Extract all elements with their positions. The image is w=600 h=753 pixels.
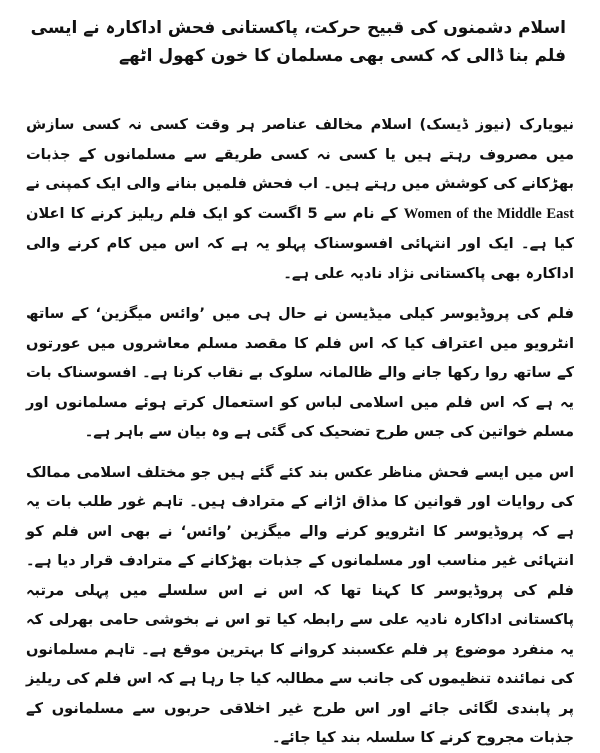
article-paragraph: فلم کی پروڈیوسر کیلی میڈیسن نے حال ہی میں ’وائس میگزین‘ کے ساتھ انٹرویو میں اعتراف کیا کہ اس فلم کا مقصد مسلم معاشروں میں عورتوں کے ساتھ روا رکھا جانے والے ظالمانہ سلوک بے نقاب کرنا ہے۔ افسوسناک بات یہ ہے کہ اس فلم میں اسلامی لباس کو استعمال کرتے ہوئے مسلمانوں اور مسلم خواتین کی جس طرح تضحیک کی گئی ہے وہ بیان سے باہر ہے۔ [26,305,574,440]
article-paragraph [26,110,574,288]
film-english-title: Women of the Middle East [403,205,574,222]
paragraph-text-after-title: کے نام سے 5 اگست کو ایک فلم ریلیز کرنے کا اعلان کیا ہے۔ ایک اور انتہائی افسوسناک پہلو یہ ہے کہ اس میں کام کرنے والی اداکارہ بھی پاکستانی نژاد نادیہ علی ہے۔ [26,204,574,282]
article-headline: اسلام دشمنوں کی قبیح حرکت، پاکستانی فحش اداکارہ نے ایسی فلم بنا ڈالی کہ کسی بھی مسلمان کا خون کھول اٹھے [30,18,566,66]
article-paragraph: اس میں ایسے فحش مناظر عکس بند کئے گئے ہیں جو مختلف اسلامی ممالک کی روایات اور قوانین کا مذاق اڑانے کے مترادف ہیں۔ تاہم غور طلب بات یہ ہے کہ پروڈیوسر کا انٹرویو کرنے والے میگزین ’وائس‘ نے بھی اس فلم کو انتہائی غیر مناسب اور مسلمانوں کے جذبات بھڑکانے کے مترادف قرار دیا ہے۔ فلم کی پروڈیوسر کا کہنا تھا کہ اس نے اس سلسلے میں پہلی مرتبہ پاکستانی اداکارہ نادیہ علی سے رابطہ کیا تو اس نے بخوشی حامی بھرلی کہ یہ منفرد موضوع پر فلم عکسبند کروانے کا بہترین موقع ہے۔ تاہم مسلمانوں کی نمائندہ تنظیموں کی جانب سے مطالبہ کیا جا رہا ہے کہ اس فلم کی ریلیز پر پابندی لگائی جائے اور اس طرح غیر اخلاقی حربوں سے مسلمانوں کے جذبات مجروح کرنے کا سلسلہ بند کیا جائے۔ [26,463,574,746]
paragraph-text-before-title: نیویارک (نیوز ڈیسک) اسلام مخالف عناصر ہر وقت کسی نہ کسی سازش میں مصروف رہتے ہیں یا کسی نہ کسی طریقے سے مسلمانوں کے جذبات بھڑکانے کی کوشش میں رہتے ہیں۔ اب فحش فلمیں بنانے والی ایک کمپنی نے [26,116,574,192]
article-body [26,110,574,753]
